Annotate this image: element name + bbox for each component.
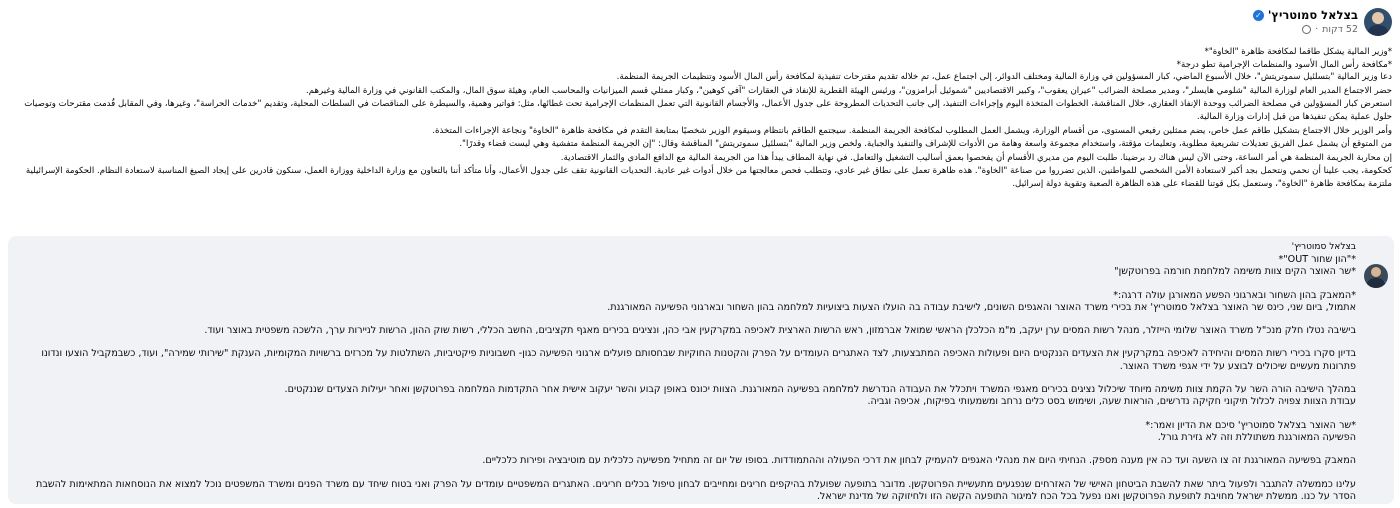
quoted-author-avatar[interactable] <box>1364 264 1388 288</box>
quoted-author-name[interactable]: בצלאל סמוטריץ' <box>1291 242 1356 252</box>
author-name[interactable]: בצלאל סמוטריץ' <box>1267 8 1358 22</box>
post-paragraph: من المتوقع أن يشمل عمل الفريق تعديلات تشريعية مطلوبة، وتعليمات مؤقتة، واستخدام مجموعة واسعة وهامة من الأدوات للإشراف والتنفيذ والجباية. ولخص وزير المالية "بتسلئيل سموتريتش" المناقشة وقال: "إن الجريمة المنظمة متفشية وهي ليست قضاء وقدرًا". <box>459 139 1392 150</box>
time-row: 52 דקות · <box>1253 23 1358 36</box>
post-paragraph: *وزير المالية يشكل طاقما لمكافحة ظاهرة "الخاوة"* <box>1204 47 1392 57</box>
post-paragraph: كحكومة، يجب علينا أن نحمي ونتحمل بجد أكبر لاستعادة الأمن الشخصي للمواطنين، الذين تضرروا من صناعة "الخاوة". هذه ظاهرة تعمل على نطاق غير عادي، وتتطلب فحص معالجتها من خلال أدوات غير عادية. التحديات القانونية تقف على جدول الأعمال، وأنا متأكد أننا بالتعاون مع وزارة الداخلية ووزارة العمل، سنكون قادرين على إيجاد الصيغ المناسبة لاستعادة النظام. الحكومة الإسرائيلية ملتزمة بمكافحة ظاهرة "الخاوة"، وستعمل بكل قوتنا للقضاء على هذه الظاهرة الصعبة وتقوية دولة إسرائيل. <box>25 166 1392 189</box>
quoted-paragraph: במהלך הישיבה הורה השר על הקמת צוות משימה מיוחד שיכלול נציגים בכירים מאגפי המשרד ויתכלל את העבודה הנדרשת למלחמה בפשיעה המאורגנת. הצוות יכונס באופן קבוע והשר יעקוב אישית אחר התקדמות המלחמה בפרוטקשן ואחר יעילות הצעדים שננקטים. עבודת הצוות צפויה לכלול תיקוני חקיקה נדרשים, הוראות שעה, ושימוש בסט כלים נרחב ומשמעותי בפיקוח, אכיפה וגביה. <box>284 384 1356 408</box>
quoted-paragraph: *"הון שחור OUT"* <box>1278 254 1356 265</box>
quoted-paragraph: עלינו כממשלה להתגבר ולפעול ביתר שאת להשבת הביטחון האישי של האזרחים שנפגעים מתעשיית הפרוטקשן. מדובר בתופעה שפועלת בהיקפים חריגים ומחייבים לבחון טיפול בכלים חריגים. האתגרים המשפטיים עומדים על הפרק ואני בטוח שיחד עם משרד הפנים ומשרד המשפטים נוכל למצוא את הנוסחאות המתאימות להשבת הסדר על כנו. ממשלת ישראל מחויבת לתופעת הפרוטקשן ואנו נפעל בכל הכח למיגור התופעה הקשה הזו ולחיזוקה של מדינת ישראל. <box>36 478 1356 502</box>
post-paragraph: *مكافحة رأس المال الأسود والمنظمات الإجرامية تطو درجة* <box>1176 59 1392 70</box>
post-body <box>8 46 1392 191</box>
author-row <box>1253 8 1358 23</box>
post-paragraph: استعرض كبار المسؤولين في مصلحة الضرائب ووحدة الإنفاذ العقاري، خلال المناقشة، الخطوات المتخذة اليوم وإجراءات التنفيذ، إلى جانب التحديات المطروحة على جدول الأعمال، والأجسام القانونية التي تعمل المنظمات الإجرامية تحت غطائها، مثل: فواتير وهمية، والسيطرة على المناقصات في السلطات المحلية، وتقديم "خدمات الحراسة"، وغيرها، وفي المقابل قُدمت مقترحات وتوصيات حلول عملية يمكن تنفيذها من قبل إدارات وزارة المالية. <box>24 99 1392 122</box>
quoted-paragraph: בדיון סקרו בכירי רשות המסים והיחידה לאכיפה במקרקעין את הצעדים הננקטים היום ופעולות האכיפה המתבצעות, לצד האתגרים העומדים על הפרק והקטנות החוקיות שבחסותם פועלים ארגוני הפשיעה כגון- חשבוניות פיקטיביות, השתלטות על מכרזים ברשויות המקומיות, הענקת "שירותי שמירה", ועוד, כשבמקביל הוצעו ונדונו פתרונות מעשיים שיכולים לבוצע על ידי אגפי משרד האוצר. <box>41 348 1356 372</box>
post-paragraph: دعا وزير المالية "بتسلئيل سموتريتش"، خلال الأسبوع الماضي، كبار المسؤولين في وزارة المالية ومختلف الدوائر، إلى اجتماع عمل، تم خلاله تقديم مقترحات تنفيذية لمكافحة رأس المال الأسود وتنظيمات الجريمة المنظمة. <box>616 72 1392 83</box>
facebook-post <box>0 0 1400 232</box>
quoted-post[interactable] <box>8 236 1394 504</box>
quoted-post-content <box>14 239 1356 504</box>
post-time[interactable]: 52 דקות <box>1322 24 1358 35</box>
globe-icon <box>1302 25 1311 34</box>
quoted-paragraph: *שר האוצר הקים צוות משימה למלחמת חורמה בפרוטקשן" <box>1114 266 1356 278</box>
post-paragraph: إن محاربة الجريمة المنظمة هي أمر الساعة، وحتى الآن ليس هناك رد برضينا. طلبت اليوم من مديري الأقسام أن يفحصوا بعمق أساليب التشغيل والتعامل. في نهاية المطاف يبدأ هذا من الجريمة المالية مع الدافع المادي والثمار الاقتصادية. <box>560 152 1392 163</box>
quoted-paragraph: *המאבק בהון השחור ובארגוני הפשע המאורגן עולה דרגה:* אתמול, ביום שני, כינס שר האוצר בצלאל סמוטריץ' את בכירי משרד האוצר והאגפים השונים, לישיבת עבודה בה הועלו הצעות ביצועיות למלחמה בהון השחור ובארגוני הפשיעה המאורגנת. <box>607 289 1356 313</box>
post-paragraph: حضر الاجتماع المدير العام لوزارة المالية "شلومي هايسلر"، ومدير مصلحة الضرائب "عيران يعقوب"، وكبير الاقتصاديين "شموئيل أبرامزون"، ورئيس الهيئة القطرية للإنفاذ في العقارات "آفي كوهين"، وكبار ممثلي قسم الميزانيات والمحاسب العام، وهيئة سوق المال، والمكتب القانوني في وزارة المالية وغيرهم. <box>306 85 1392 96</box>
post-header <box>8 6 1392 46</box>
quoted-paragraph: *שר האוצר בצלאל סמוטריץ' סיכם את הדיון ואמר:* הפשיעה המאורגנת משתוללת וזה לא גזירת גורל. <box>1145 419 1356 443</box>
post-meta <box>1253 6 1358 36</box>
quoted-paragraph: בישיבה נטלו חלק מנכ"ל משרד האוצר שלומי הייזלר, מנהל רשות המסים ערן יעקב, מ"מ הכלכלן הראשי שמואל אברמזון, ראש הרשות הארצית לאכיפה במקרקעין אבי כהן, ונציגים בכירים מאגף תקציבים, החשב הכללי, רשות שוק ההון, הרשות לניירות ערך, הלשכה משפטית באוצר ועוד. <box>204 325 1356 337</box>
post-paragraph: وأمر الوزير خلال الاجتماع بتشكيل طاقم عمل خاص، يضم ممثلين رفيعي المستوى، من أقسام الوزارة، ويشمل العمل المطلوب لمكافحة الجريمة المنظمة. سيجتمع الطاقم بانتظام وسيقوم الوزير شخصيًا بمتابعة التقدم في مكافحة ظاهرة "الخاوة" ونجاعة الإجراءات المتخذة. <box>432 125 1392 136</box>
verified-badge-icon: ✓ <box>1253 10 1264 21</box>
verified-badge-icon <box>1381 281 1388 288</box>
quoted-post-body <box>14 254 1356 503</box>
author-avatar[interactable] <box>1364 8 1392 36</box>
quoted-paragraph: המאבק בפשיעה המאורגנת זה צו השעה ועד כה אין מענה מספק. הנחיתי היום את מנהלי האגפים להעמיק לבחון את דרכי הפעולה וההתמודדות. בסופו של יום זה מתחיל מפשיעה כלכלית עם מוטיבציה ופירות כלכליים. <box>482 455 1356 467</box>
